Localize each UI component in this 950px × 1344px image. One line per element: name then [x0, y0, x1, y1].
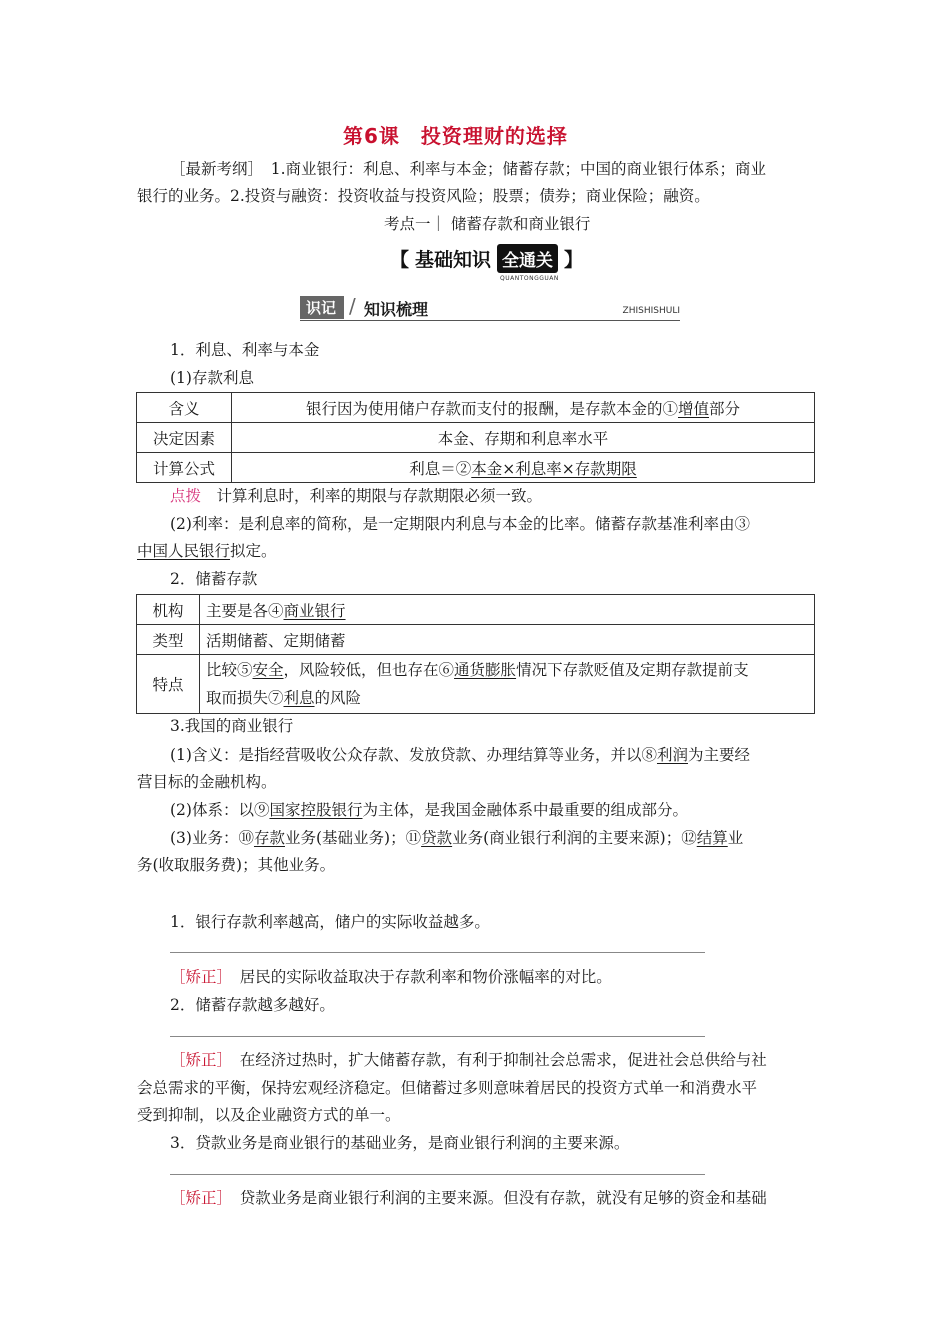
table-label: 类型 [137, 625, 200, 655]
table-row [137, 453, 815, 483]
cell-text: 主要是各④ [206, 601, 284, 620]
cell-text: ，风险较低，但也存在⑥ [283, 661, 455, 679]
correction-1 [170, 965, 612, 987]
rate-line-2 [137, 539, 277, 561]
question-3: 3．贷款业务是商业银行的基础业务，是商业银行利润的主要来源。 [170, 1134, 630, 1152]
heading-1-1: (1)存款利息 [170, 369, 254, 387]
answer-blank: 本金×利息率×存款期限 [471, 459, 637, 478]
table-cell: 本金、存期和利息率水平 [232, 423, 815, 453]
para-text: (1)含义：是指经营吸收公众存款、发放贷款、办理结算等业务，并以⑧ [170, 746, 657, 764]
table-cell [232, 393, 815, 423]
cell-text: 部分 [709, 399, 741, 418]
rate-line-1: (2)利率：是利息率的简称，是一定期限内利息与本金的比率。储蓄存款基准利率由③ [170, 515, 750, 533]
answer-blank: 通货膨胀 [454, 661, 517, 679]
table-row [137, 423, 815, 453]
table-row [137, 393, 815, 423]
cell-text: 取而损失⑦ [206, 689, 284, 707]
table-cell: 活期储蓄、定期储蓄 [200, 625, 815, 655]
answer-blank: 贷款 [421, 829, 453, 847]
banner-badge-pinyin: QUANTONGGUAN [500, 274, 559, 282]
interest-table [136, 392, 815, 483]
cell-text: 利息＝② [409, 459, 472, 478]
answer-blank: 国家控股银行 [269, 801, 363, 819]
kaodian-heading: 考点一｜ 储蓄存款和商业银行 [384, 215, 591, 233]
table-label: 含义 [137, 393, 232, 423]
para-text: (3)业务：⑩ [170, 829, 254, 847]
para-text: (2)体系：以⑨ [170, 801, 270, 819]
answer-blank: 增值 [677, 399, 709, 418]
tip-text: 计算利息时，利率的期限与存款期限必须一致。 [201, 487, 543, 505]
system-line [170, 798, 688, 820]
answer-line [170, 1036, 705, 1037]
answer-blank: 利润 [656, 746, 688, 764]
table-row [137, 655, 815, 714]
syllabus-line-1: ［最新考纲］ 1.商业银行：利息、利率与本金；储蓄存款；中国的商业银行体系；商业 [170, 160, 767, 178]
section-slash-icon: / [349, 294, 356, 318]
table-row [137, 625, 815, 655]
table-label: 计算公式 [137, 453, 232, 483]
correction-text: 贷款业务是商业银行利润的主要来源。但没有存款，就没有足够的资金和基础 [224, 1189, 767, 1207]
answer-blank: 利息 [283, 689, 315, 707]
rate-tail: 拟定。 [230, 542, 277, 560]
question-2: 2．储蓄存款越多越好。 [170, 996, 335, 1014]
banner-main: 基础知识 [415, 248, 492, 271]
table-cell [200, 595, 815, 625]
correction-2-line-1 [170, 1048, 767, 1070]
correction-tag: ［矫正］ [170, 968, 225, 986]
correction-2-line-3: 受到抑制，以及企业融资方式的单一。 [137, 1106, 401, 1124]
heading-2: 2．储蓄存款 [170, 570, 258, 588]
correction-3 [170, 1186, 767, 1208]
basic-knowledge-banner [384, 242, 589, 282]
business-line-1 [170, 826, 743, 848]
correction-tag: ［矫正］ [170, 1189, 225, 1207]
heading-3: 3.我国的商业银行 [170, 717, 294, 735]
table-cell [232, 453, 815, 483]
section-name: 知识梳理 [364, 300, 429, 319]
lesson-title: 第6课 投资理财的选择 [343, 124, 568, 148]
banner-badge [497, 244, 559, 282]
answer-blank: 中国人民银行 [137, 542, 231, 560]
banner-bracket-left: 【 [390, 248, 410, 271]
table-label: 机构 [137, 595, 200, 625]
answer-line [170, 952, 705, 953]
table-label: 决定因素 [137, 423, 232, 453]
section-pinyin: ZHISHISHULI [622, 306, 680, 316]
correction-text: 在经济过热时，扩大储蓄存款，有利于抑制社会总需求，促进社会总供给与社 [224, 1051, 767, 1069]
para-text: 业务(商业银行利润的主要来源)；⑫ [452, 829, 697, 847]
para-text: 为主体，是我国金融体系中最重要的组成部分。 [362, 801, 688, 819]
answer-blank: 存款 [253, 829, 285, 847]
tip-line [170, 484, 542, 506]
answer-line [170, 1174, 705, 1175]
table-cell [200, 655, 815, 714]
correction-2-line-2: 会总需求的平衡，保持宏观经济稳定。但储蓄过多则意味着居民的投资方式单一和消费水平 [137, 1079, 758, 1097]
answer-blank: 安全 [252, 661, 284, 679]
correction-text: 居民的实际收益取决于存款利率和物价涨幅率的对比。 [224, 968, 612, 986]
banner-badge-text: 全通关 [502, 250, 554, 271]
banner-bracket-right: 】 [564, 248, 584, 271]
para-text: 业 [727, 829, 744, 847]
meaning-line-1 [170, 743, 750, 765]
answer-blank: 商业银行 [283, 601, 346, 620]
table-label: 特点 [137, 655, 200, 714]
para-text: 为主要经 [687, 746, 750, 764]
question-1: 1．银行存款利率越高，储户的实际收益越多。 [170, 913, 490, 931]
syllabus-line-2: 银行的业务。2.投资与融资：投资收益与投资风险；股票；债券；商业保险；融资。 [137, 187, 710, 205]
cell-text: 比较⑤ [206, 661, 253, 679]
tip-label: 点拨 [170, 487, 202, 505]
correction-tag: ［矫正］ [170, 1051, 225, 1069]
section-tag: 识记 [300, 296, 344, 319]
cell-text: 情况下存款贬值及定期存款提前支 [516, 661, 749, 679]
cell-text: 的风险 [314, 689, 362, 707]
savings-table [136, 594, 815, 714]
cell-text: 银行因为使用储户存款而支付的报酬，是存款本金的① [305, 399, 678, 418]
answer-blank: 结算 [696, 829, 728, 847]
section-header [300, 296, 680, 321]
para-text: 业务(基础业务)；⑪ [284, 829, 422, 847]
table-row [137, 595, 815, 625]
business-line-2: 务(收取服务费)；其他业务。 [137, 856, 336, 874]
meaning-line-2: 营目标的金融机构。 [137, 773, 277, 791]
heading-1: 1．利息、利率与本金 [170, 341, 320, 359]
